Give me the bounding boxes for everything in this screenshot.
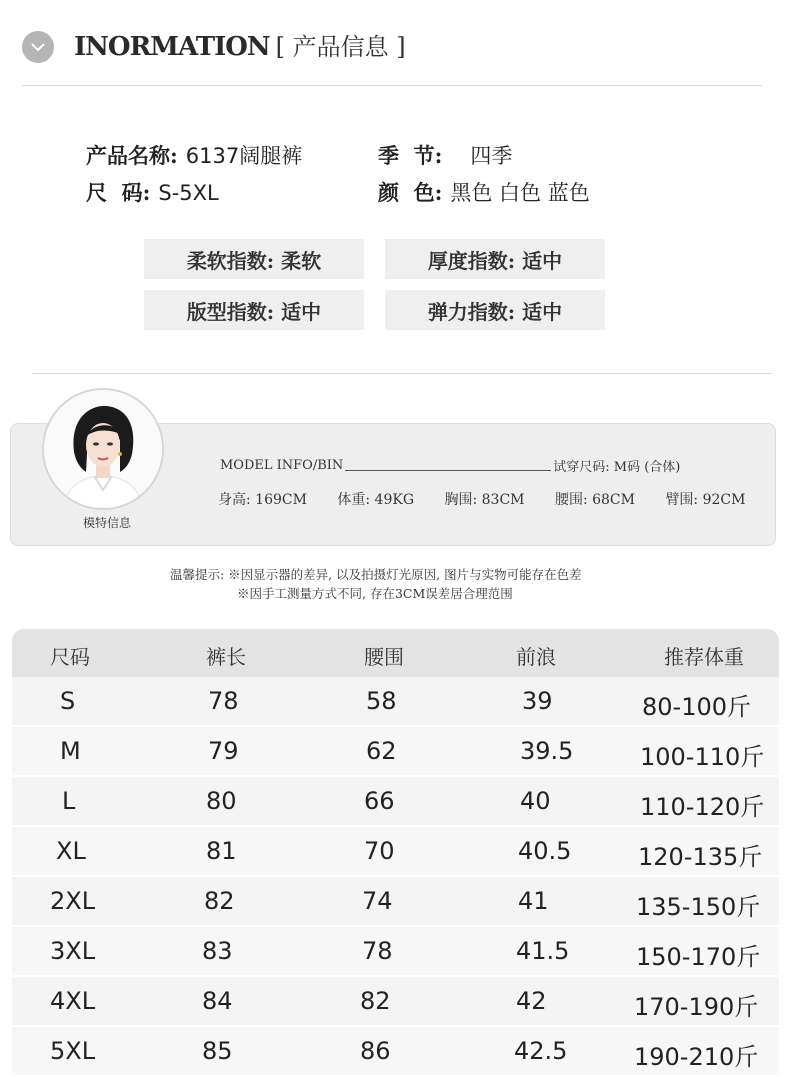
header-size: 尺码: [50, 645, 90, 669]
cell-waist: 66: [364, 787, 395, 815]
product-name-label: 产品名称:: [86, 143, 178, 168]
cell-weight: 110-120斤: [640, 793, 765, 821]
product-name-value: 6137阔腿裤: [185, 144, 303, 168]
title-subtitle: [ 产品信息 ]: [275, 33, 406, 61]
cell-weight: 100-110斤: [640, 743, 765, 771]
softness-index: 柔软指数: 柔软: [144, 239, 364, 279]
product-name-row: [86, 140, 302, 170]
cell-waist: 82: [360, 987, 391, 1015]
cell-length: 81: [206, 837, 237, 865]
color-row: [378, 177, 590, 207]
header-length: 裤长: [206, 645, 246, 669]
model-bust: 胸围: 83CM: [444, 492, 525, 508]
cell-size: S: [60, 687, 76, 715]
cell-rise: 42.5: [514, 1037, 568, 1065]
model-title-line: [220, 456, 680, 475]
divider: [32, 373, 772, 374]
model-waist: 腰围: 68CM: [554, 492, 635, 508]
model-height: 身高: 169CM: [218, 492, 307, 508]
header-rise: 前浪: [516, 645, 556, 669]
table-body: [12, 677, 779, 1077]
header-waist: 腰围: [364, 645, 404, 669]
cell-weight: 190-210斤: [634, 1043, 759, 1071]
cell-weight: 135-150斤: [636, 893, 761, 921]
cell-waist: 62: [366, 737, 397, 765]
model-portrait: [44, 390, 162, 508]
color-label: 颜 色:: [378, 180, 443, 205]
cell-waist: 70: [364, 837, 395, 865]
season-row: [378, 140, 512, 170]
color-value: 黑色 白色 蓝色: [450, 181, 590, 205]
cell-length: 80: [206, 787, 237, 815]
cell-rise: 41: [518, 887, 549, 915]
cell-length: 84: [202, 987, 233, 1015]
cell-waist: 78: [362, 937, 393, 965]
model-weight: 体重: 49KG: [337, 492, 415, 508]
elasticity-index: 弹力指数: 适中: [385, 290, 605, 330]
cell-rise: 40.5: [518, 837, 572, 865]
cell-rise: 40: [520, 787, 551, 815]
table-row: [12, 977, 779, 1027]
cell-weight: 150-170斤: [636, 943, 761, 971]
tips-line-1: 温馨提示: ※因显示器的差异, 以及拍摄灯光原因, 图片与实物可能存在色差: [170, 567, 582, 582]
cell-length: 83: [202, 937, 233, 965]
size-value: S-5XL: [158, 181, 219, 205]
tips-note: [170, 565, 582, 603]
cell-length: 78: [208, 687, 239, 715]
cell-rise: 42: [516, 987, 547, 1015]
cell-size: L: [62, 787, 76, 815]
tips-line-2: ※因手工测量方式不同, 存在3CM误差居合理范围: [237, 586, 513, 601]
size-label: 尺 码:: [86, 180, 151, 205]
table-row: [12, 777, 779, 827]
thickness-index: 厚度指数: 适中: [385, 239, 605, 279]
cell-size: 4XL: [50, 987, 96, 1015]
model-stats: [218, 489, 771, 509]
cell-weight: 80-100斤: [642, 693, 752, 721]
cell-size: 5XL: [50, 1037, 96, 1065]
model-avatar: [42, 388, 164, 510]
model-arm: 臂围: 92CM: [665, 492, 746, 508]
cell-rise: 39.5: [520, 737, 574, 765]
section-header: [0, 0, 790, 90]
cell-size: 3XL: [50, 937, 96, 965]
title-text: INORMATION: [74, 32, 270, 62]
header-weight: 推荐体重: [664, 645, 744, 669]
model-caption: 模特信息: [82, 516, 131, 530]
season-label: 季 节:: [378, 143, 443, 168]
cell-rise: 41.5: [516, 937, 570, 965]
cell-size: 2XL: [50, 887, 96, 915]
season-value: 四季: [470, 144, 513, 168]
cell-waist: 74: [362, 887, 393, 915]
cell-weight: 170-190斤: [634, 993, 759, 1021]
cell-length: 82: [204, 887, 235, 915]
table-row: [12, 827, 779, 877]
table-header: [12, 629, 779, 677]
table-row: [12, 927, 779, 977]
size-table: [12, 629, 779, 1077]
cell-rise: 39: [522, 687, 553, 715]
fit-index: 版型指数: 适中: [144, 290, 364, 330]
divider: [22, 85, 762, 86]
cell-size: XL: [56, 837, 86, 865]
model-title-left: MODEL INFO/BIN: [220, 458, 344, 473]
cell-length: 85: [202, 1037, 233, 1065]
table-row: [12, 727, 779, 777]
table-row: [12, 877, 779, 927]
model-trial-size: 试穿尺码: M码 (合体): [553, 460, 681, 475]
page-title: [74, 27, 406, 62]
cell-size: M: [60, 737, 81, 765]
title-underline: [345, 460, 551, 471]
table-row: [12, 677, 779, 727]
cell-weight: 120-135斤: [638, 843, 763, 871]
chevron-down-icon: [22, 31, 54, 63]
cell-waist: 86: [360, 1037, 391, 1065]
cell-length: 79: [208, 737, 239, 765]
size-row: [86, 177, 219, 207]
cell-waist: 58: [366, 687, 397, 715]
